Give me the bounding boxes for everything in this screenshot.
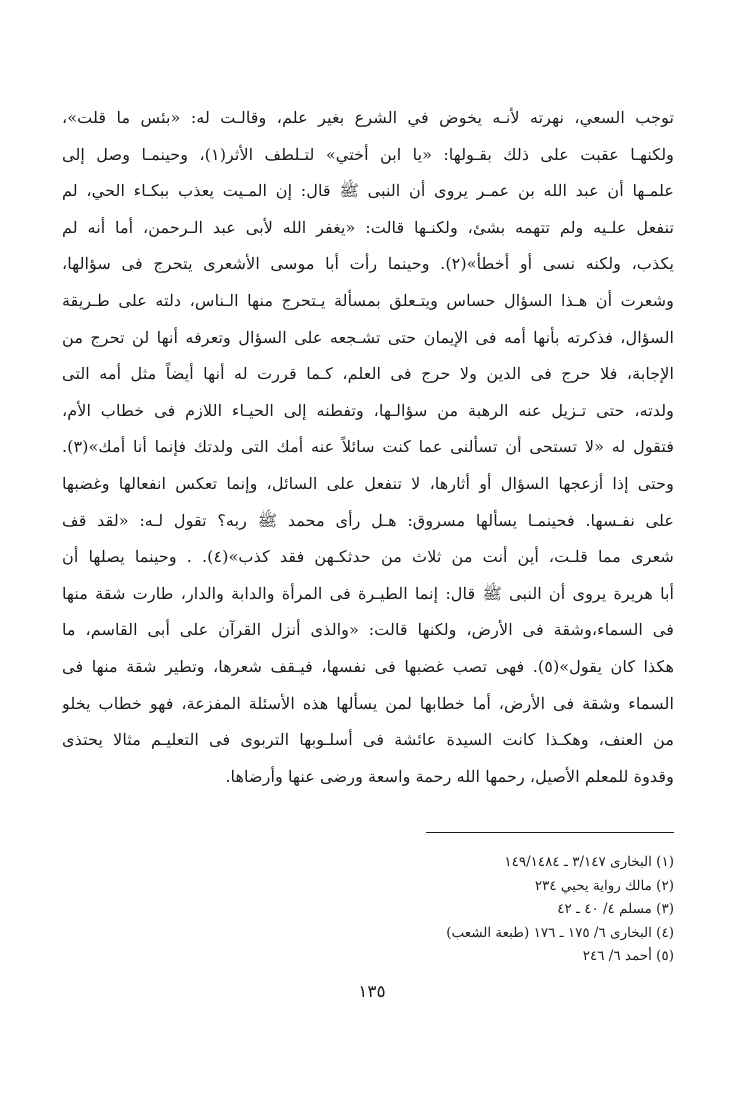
- text-line: هكذا كان يقول»(٥). فهى تصب غضبها فى نفسها، فيـقف شعرها، وتطير شقة منها فى: [62, 656, 674, 676]
- text-line: أبا هريرة يروى أن النبى ﷺ قال: إنما الطيـرة فى المرأة والدابة والدار، طارت شقة منها: [62, 583, 674, 603]
- footnote: (٢) مالك رواية يحيي ٢٣٤: [534, 877, 674, 894]
- text-line: السماء وشقة فى الأرض، أما خطابها لمن يسألها هذه الأسئلة المفزعة، فهو خطاب يخلو: [62, 693, 674, 713]
- text-line: ولكنهـا عقبت على ذلك بقـولها: «يا ابن أختي» لتـلطف الأثر(١)، وحينمـا وصل إلى: [62, 144, 674, 164]
- text-line: الإجابة، فلا حرج فى الدين ولا حرج فى العلم، كـما قررت له أنها أيضاً مثل أمه التى: [62, 364, 674, 384]
- text-line: وقدوة للمعلم الأصيل، رحمها الله رحمة واسعة ورضى عنها وأرضاها.: [225, 766, 674, 786]
- text-line: علمـها أن عبد الله بن عمـر يروى أن النبى ﷺ قال: إن المـيت يعذب ببكـاء الحي، لم: [62, 181, 674, 201]
- text-line: فتقول له «لا تستحى أن تسألنى عما كنت سائلاً عنه أمك التى ولدتك فإنما أنا أمك»(٣).: [62, 437, 674, 457]
- footnotes: [250, 851, 674, 969]
- text-line: فى السماء،وشقة فى الأرض، ولكنها قالت: «والذى أنزل القرآن على أبى القاسم، ما: [62, 620, 674, 640]
- text-line: شعرى مما قلـت، أين أنت من ثلاث من حدثكـهن فقد كذب»(٤). . وحينما يصلها أن: [62, 547, 674, 567]
- text-line: وحتى إذا أزعجها السؤال أو أثارها، لا تنفعل على السائل، وإنما تعكس انفعالها وغضبها: [62, 473, 674, 493]
- footnote-separator: [426, 832, 674, 833]
- text-line: توجب السعي، نهرته لأنـه يخوض في الشرع بغير علم، وقالـت له: «بئس ما قلت»،: [62, 108, 674, 127]
- text-line: ولدته، حتى تـزيل عنه الرهبة من سؤالـها، وتفطنه إلى الحيـاء اللازم فى خطاب الأم،: [62, 400, 674, 420]
- footnote: (٤) البخارى ٦/ ١٧٥ ـ ١٧٦ (طبعة الشعب): [446, 924, 674, 941]
- text-line: وشعرت أن هـذا السؤال حساس ويتـعلق بمسألة يـتحرج منها الـناس، دلته على طـريقة: [62, 290, 674, 310]
- text-line: على نفـسها. فحينمـا يسألها مسروق: هـل رأى محمد ﷺ ربه؟ تقول لـه: «لقد قف: [62, 510, 674, 530]
- footnote: (٥) أحمد ٦/ ٢٤٦: [582, 948, 674, 964]
- footnote: (١) البخارى ٣/١٤٧ ـ ١٤٩/١٤٨٤: [504, 854, 674, 870]
- text-line: يكذب، ولكنه نسى أو أخطأ»(٢). وحينما رأت أبا موسى الأشعرى يتحرج فى سؤالها،: [62, 254, 674, 274]
- text-line: السؤال، فذكرته بأنها أمه فى الإيمان حتى تشـجعه على السؤال وتعرفه أنها لن تحرج من: [62, 327, 674, 347]
- main-text: [62, 100, 674, 795]
- text-line: من العنف، وهكـذا كانت السيدة عائشة فى أسلـوبها التربوى فى التعليـم مثالا يحتذى: [62, 730, 674, 750]
- text-line: تنفعل علـيه ولم تتهمه بشئ، ولكنـها قالت: «يغفر الله لأبى عبد الـرحمن، أما أنه لم: [62, 217, 674, 237]
- footnote: (٣) مسلم ٤/ ٤٠ ـ ٤٢: [557, 901, 674, 917]
- page-number: ١٣٥: [358, 982, 386, 1002]
